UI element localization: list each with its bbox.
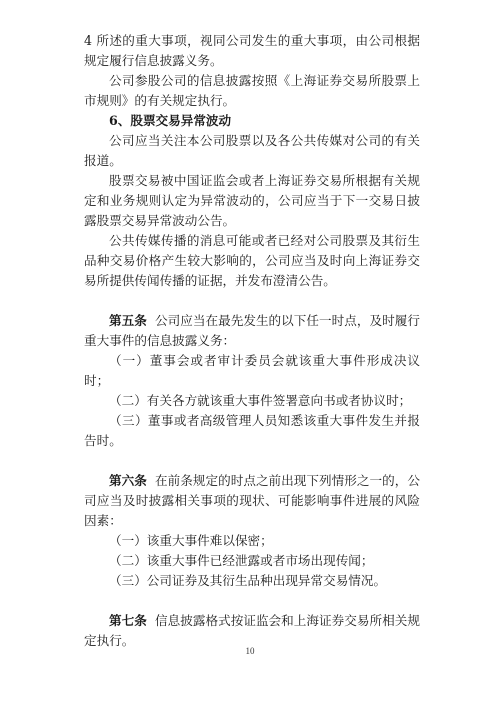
paragraph-continued: 4 所述的重大事项，视同公司发生的重大事项，由公司根据规定履行信息披露义务。: [84, 33, 420, 68]
article-text: 信息披露格式按证监会和上海证券交易所相关规定执行。: [84, 613, 421, 648]
page-number: 10: [245, 646, 255, 656]
list-item: （一）该重大事件难以保密；: [109, 533, 273, 548]
document-body: [84, 31, 420, 651]
paragraph: 股票交易被中国证监会或者上海证券交易所根据有关规定和业务规则认定为异常波动的，公司应当于下一交易日披露股票交易异常波动公告。: [84, 173, 420, 228]
section-heading: 6、股票交易异常波动: [109, 113, 232, 128]
list-item: （二）有关各方就该重大事件签署意向书或者协议时；: [109, 393, 412, 408]
list-item: （三）公司证券及其衍生品种出现异常交易情况。: [109, 573, 387, 588]
list-item: （一）董事会或者审计委员会就该重大事件形成决议时；: [84, 353, 420, 388]
spacer: [84, 291, 420, 311]
article-title: 第七条: [109, 613, 147, 628]
article-title: 第六条: [109, 473, 147, 488]
article-6: [84, 471, 420, 531]
spacer: [84, 591, 420, 611]
spacer: [84, 451, 420, 471]
article-5: [84, 311, 420, 351]
article-text: 在前条规定的时点之前出现下列情形之一的，公司应当及时披露相关事项的现状、可能影响事件进展的风险因素：: [84, 473, 421, 528]
paragraph: 公司应当关注本公司股票以及各公共传媒对公司的有关报道。: [84, 133, 420, 168]
article-text: 公司应当在最先发生的以下任一时点，及时履行重大事件的信息披露义务：: [84, 313, 421, 348]
paragraph-subsidiary-disclosure: 公司参股公司的信息披露按照《上海证券交易所股票上市规则》的有关规定执行。: [84, 73, 420, 108]
article-title: 第五条: [109, 313, 147, 328]
list-item: （三）董事或者高级管理人员知悉该重大事件发生并报告时。: [84, 413, 420, 448]
paragraph: 公共传媒传播的消息可能或者已经对公司股票及其衍生品种交易价格产生较大影响的，公司应当及时向上海证券交易所提供传闻传播的证据，并发布澄清公告。: [84, 233, 420, 288]
list-item: （二）该重大事件已经泄露或者市场出现传闻；: [109, 553, 374, 568]
article-7: [84, 611, 420, 651]
